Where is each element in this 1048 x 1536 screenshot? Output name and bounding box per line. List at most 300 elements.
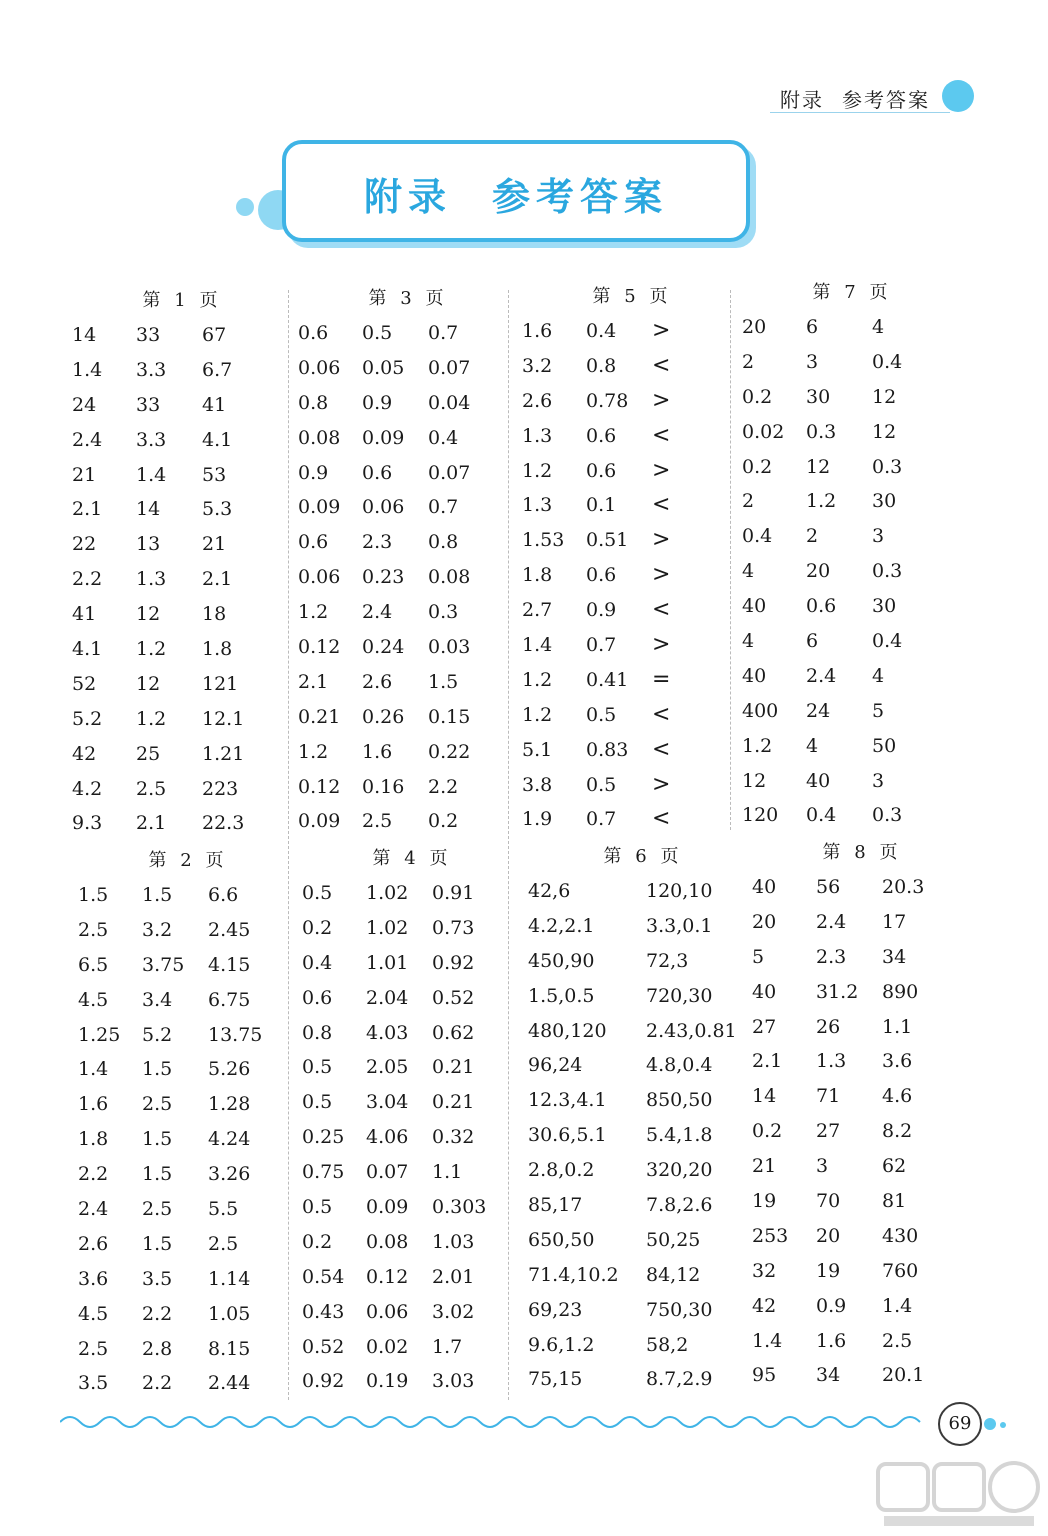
answer-cell: 2.4 (816, 910, 847, 933)
answer-row (522, 314, 742, 349)
answer-row (522, 733, 742, 768)
banner-bubble-small (236, 198, 254, 216)
answer-row (298, 421, 518, 456)
answer-row (78, 1052, 298, 1087)
answer-cell: 0.5 (302, 882, 333, 904)
answer-cell: 3.6 (882, 1050, 913, 1073)
answer-cell: 30 (872, 595, 897, 618)
answer-cell: 0.07 (428, 461, 471, 484)
answer-cell: 4.2 (72, 777, 103, 800)
answer-row (742, 310, 962, 345)
answer-cell: 0.2 (752, 1120, 783, 1143)
answer-cell: 84,12 (646, 1263, 701, 1286)
answer-row (78, 948, 298, 983)
answer-cell: 2.44 (208, 1372, 251, 1395)
answer-cell: 1.02 (366, 882, 409, 904)
answer-cell: 4 (872, 316, 885, 338)
answer-cell: 650,50 (528, 1228, 595, 1251)
answer-cell: 1.2 (522, 668, 553, 691)
answer-row (72, 702, 292, 737)
answer-cell: 0.3 (428, 601, 459, 624)
answer-cell: 4.1 (72, 638, 103, 661)
answer-cell: 0.5 (586, 773, 617, 796)
answer-cell: 1.53 (522, 529, 565, 552)
answer-cell: 96,24 (528, 1054, 583, 1077)
answer-cell: 6.5 (78, 953, 109, 976)
answer-cell: 2.4 (78, 1198, 109, 1221)
answer-cell: 0.83 (586, 738, 629, 761)
answer-cell: 1.7 (432, 1335, 463, 1358)
answer-cell: 400 (742, 699, 779, 722)
answer-cell: 1.4 (752, 1329, 783, 1352)
answer-row (302, 1260, 522, 1295)
answer-cell: 1.05 (208, 1302, 251, 1325)
answer-cell: 1.5 (428, 670, 459, 693)
answer-row (72, 527, 292, 562)
answer-cell: 1.4 (136, 463, 167, 486)
answer-cell: 1.3 (136, 568, 167, 591)
answer-cell: 95 (752, 1364, 777, 1387)
answer-cell: 2.1 (136, 812, 167, 835)
answer-cell: 81 (882, 1190, 907, 1213)
answer-row (72, 597, 292, 632)
answer-cell: 0.4 (742, 525, 773, 548)
block-title: 第 4 页 (372, 848, 452, 869)
answer-row (742, 519, 962, 554)
answer-cell: 3 (816, 1155, 829, 1178)
answer-row (528, 1083, 758, 1118)
answer-row (302, 1050, 522, 1085)
answer-cell: 1.28 (208, 1093, 251, 1116)
answer-cell: 2.05 (366, 1056, 409, 1079)
answer-cell: 0.6 (806, 595, 837, 618)
answer-cell: 0.7 (586, 808, 617, 831)
answer-row (528, 1293, 758, 1328)
answer-row (522, 488, 742, 523)
answer-row (78, 1227, 298, 1262)
answer-row (302, 911, 522, 946)
answer-cell: 1.8 (522, 564, 553, 587)
answer-cell: < (652, 597, 671, 623)
answer-cell: 2.5 (136, 777, 167, 800)
answer-cell: 720,30 (646, 984, 713, 1007)
answer-row (302, 981, 522, 1016)
answer-cell: 3.02 (432, 1300, 475, 1323)
answer-row (742, 694, 962, 729)
answer-cell: 4.8,0.4 (646, 1054, 713, 1077)
running-header (780, 84, 948, 113)
page-number-dot-small (1000, 1422, 1006, 1428)
answer-cell: < (652, 492, 671, 518)
answer-cell: < (652, 352, 671, 378)
answer-row (742, 554, 962, 589)
answer-cell: 2.45 (208, 918, 251, 941)
answers-page-6 (528, 840, 758, 1397)
answer-row (528, 1048, 758, 1083)
answer-row (742, 345, 962, 380)
page-number: 69 (938, 1402, 982, 1446)
answer-cell: 0.05 (362, 356, 405, 379)
answer-cell: 3.2 (522, 354, 553, 377)
answer-cell: 3.3 (136, 428, 167, 451)
answer-row (528, 1362, 758, 1397)
answer-cell: 50,25 (646, 1228, 701, 1251)
answer-cell: 0.7 (586, 634, 617, 657)
answer-cell: 1.3 (522, 494, 553, 517)
answer-row (522, 349, 742, 384)
answer-cell: > (652, 457, 671, 483)
answer-cell: 12.1 (202, 707, 245, 730)
answer-cell: 0.21 (432, 1056, 475, 1079)
page-number-dot (984, 1418, 996, 1430)
answer-row (528, 1153, 758, 1188)
answer-cell: 1.2 (522, 459, 553, 482)
answer-cell: 40 (752, 876, 777, 898)
answer-cell: 0.3 (806, 420, 837, 443)
answer-row (752, 1010, 972, 1045)
answer-row (742, 380, 962, 415)
answer-cell: 0.3 (872, 455, 903, 478)
answer-cell: 0.09 (298, 810, 341, 833)
answer-cell: 50 (872, 734, 897, 757)
answer-cell: 24 (72, 393, 97, 416)
answer-row (528, 944, 758, 979)
answer-cell: 70 (816, 1190, 841, 1213)
answer-cell: 1.01 (366, 951, 409, 974)
answer-row (298, 770, 518, 805)
answer-cell: 0.2 (742, 455, 773, 478)
answer-cell: 0.23 (362, 566, 405, 589)
answer-cell: 320,20 (646, 1159, 713, 1182)
answer-row (72, 492, 292, 527)
answer-cell: 480,120 (528, 1019, 607, 1042)
answer-cell: 41 (202, 393, 227, 416)
answer-cell: 0.5 (302, 1196, 333, 1219)
answer-cell: 120,10 (646, 880, 713, 902)
answer-cell: 0.5 (586, 703, 617, 726)
answer-cell: 1.6 (78, 1093, 109, 1116)
answers-page-8 (752, 836, 972, 1393)
answer-cell: 1.4 (522, 634, 553, 657)
answer-cell: 4 (742, 560, 755, 583)
answer-cell: < (652, 806, 671, 832)
answer-row (522, 698, 742, 733)
answer-row (528, 979, 758, 1014)
answer-row (72, 772, 292, 807)
answer-cell: 253 (752, 1224, 789, 1247)
answer-row (72, 632, 292, 667)
answer-cell: 0.26 (362, 705, 405, 728)
answer-cell: 2.7 (522, 599, 553, 622)
answer-cell: 4.2,2.1 (528, 914, 595, 937)
answer-cell: 34 (816, 1364, 841, 1387)
answer-cell: 0.9 (362, 391, 393, 414)
answer-cell: 1.1 (882, 1015, 913, 1038)
answer-row (78, 1366, 298, 1401)
block-title: 第 1 页 (142, 290, 222, 311)
answer-cell: 0.78 (586, 389, 629, 412)
answer-cell: 0.4 (428, 426, 459, 449)
answer-row (302, 1016, 522, 1051)
answer-row (72, 806, 292, 841)
answer-cell: 0.19 (366, 1370, 409, 1393)
answer-cell: 22.3 (202, 812, 245, 835)
answer-row (742, 415, 962, 450)
answer-cell: 0.92 (432, 951, 475, 974)
answer-cell: 3.3,0.1 (646, 914, 713, 937)
answer-cell: 0.4 (586, 320, 617, 342)
answer-cell: 12 (806, 455, 831, 478)
answer-cell: 0.5 (302, 1091, 333, 1114)
answer-cell: 40 (806, 769, 831, 792)
answer-cell: 40 (752, 980, 777, 1003)
answer-cell: 4.6 (882, 1085, 913, 1108)
answer-cell: 72,3 (646, 949, 689, 972)
answer-cell: 6.7 (202, 358, 233, 381)
answer-cell: 2.8,0.2 (528, 1159, 595, 1182)
answer-row (298, 804, 518, 839)
answer-cell: 0.08 (428, 566, 471, 589)
answer-cell: 2.1 (298, 670, 329, 693)
answer-cell: < (652, 736, 671, 762)
answer-cell: 13.75 (208, 1023, 263, 1046)
answer-cell: 0.32 (432, 1126, 475, 1149)
answer-cell: 1.2 (298, 740, 329, 763)
answer-row (78, 1297, 298, 1332)
answer-cell: 0.4 (806, 804, 837, 827)
answer-cell: 0.62 (432, 1021, 475, 1044)
answer-cell: 760 (882, 1259, 919, 1282)
answer-cell: 1.2 (742, 734, 773, 757)
answer-cell: 0.24 (362, 636, 405, 659)
answer-cell: 1.5 (142, 1128, 173, 1151)
answer-cell: 0.54 (302, 1265, 345, 1288)
answer-cell: 14 (72, 324, 97, 346)
answer-cell: 1.14 (208, 1267, 251, 1290)
answer-cell: 3 (872, 525, 885, 548)
answer-row (298, 386, 518, 421)
answer-cell: 0.06 (298, 356, 341, 379)
header-underline (770, 112, 950, 113)
answer-cell: 52 (72, 672, 97, 695)
answer-cell: 8.7,2.9 (646, 1368, 713, 1391)
answer-row (752, 1149, 972, 1184)
answer-cell: 8.15 (208, 1337, 251, 1360)
answer-cell: 25 (136, 742, 161, 765)
answer-cell: 2 (742, 350, 755, 373)
answer-cell: 0.4 (872, 350, 903, 373)
answer-cell: 5.2 (72, 707, 103, 730)
answer-row (752, 1358, 972, 1393)
answer-cell: 71.4,10.2 (528, 1263, 619, 1286)
answer-cell: 0.21 (432, 1091, 475, 1114)
answer-cell: 0.21 (298, 705, 341, 728)
answer-cell: 56 (816, 876, 841, 898)
answer-cell: 17 (882, 910, 907, 933)
answers-page-3 (298, 282, 518, 839)
answer-cell: 4.03 (366, 1021, 409, 1044)
answer-cell: 0.43 (302, 1300, 345, 1323)
answer-cell: > (652, 632, 671, 658)
answer-row (742, 798, 962, 833)
answer-cell: 6.75 (208, 988, 251, 1011)
answer-cell: 0.6 (298, 531, 329, 554)
answer-cell: 1.6 (816, 1329, 847, 1352)
answer-cell: 1.02 (366, 916, 409, 939)
answer-cell: 21 (202, 533, 227, 556)
answer-cell: > (652, 527, 671, 553)
answer-row (522, 454, 742, 489)
answer-row (302, 946, 522, 981)
answer-cell: 4.5 (78, 988, 109, 1011)
answer-cell: 2.2 (78, 1163, 109, 1186)
answer-cell: 69,23 (528, 1298, 583, 1321)
answer-cell: 0.22 (428, 740, 471, 763)
answer-cell: 2.8 (142, 1337, 173, 1360)
answer-cell: 3.3 (136, 358, 167, 381)
answer-cell: 20 (752, 910, 777, 933)
answer-cell: 42,6 (528, 880, 571, 902)
answer-cell: 41 (72, 603, 97, 626)
answer-cell: 2.1 (752, 1050, 783, 1073)
answer-row (752, 940, 972, 975)
answer-cell: 1.4 (72, 358, 103, 381)
answer-row (522, 593, 742, 628)
answer-row (78, 1262, 298, 1297)
answer-row (298, 456, 518, 491)
answer-cell: 2.6 (78, 1232, 109, 1255)
answer-row (78, 1018, 298, 1053)
answer-cell: 6.6 (208, 884, 239, 906)
answer-cell: 30 (806, 385, 831, 408)
answer-cell: 0.07 (428, 356, 471, 379)
answer-cell: 2.1 (202, 568, 233, 591)
answer-cell: 1.2 (136, 707, 167, 730)
answer-row (298, 560, 518, 595)
answer-cell: 1.5 (142, 1058, 173, 1081)
answer-cell: 1.9 (522, 808, 553, 831)
answer-row (78, 1192, 298, 1227)
answer-cell: 5.26 (208, 1058, 251, 1081)
header-circle-decoration (942, 80, 974, 112)
answer-cell: 3 (872, 769, 885, 792)
answer-cell: 0.09 (362, 426, 405, 449)
answer-cell: 20 (816, 1224, 841, 1247)
answer-cell: 58,2 (646, 1333, 689, 1356)
answer-row (302, 1364, 522, 1399)
answer-cell: 3.04 (366, 1091, 409, 1114)
answer-cell: 12 (742, 769, 767, 792)
answer-cell: 4 (806, 734, 819, 757)
answer-cell: 12 (872, 420, 897, 443)
footer-wave-decoration (60, 1410, 930, 1434)
answer-cell: > (652, 387, 671, 413)
answer-cell: 5.3 (202, 498, 233, 521)
answer-cell: 1.5 (142, 1163, 173, 1186)
answer-cell: 0.12 (298, 775, 341, 798)
answer-cell: 19 (816, 1259, 841, 1282)
answer-cell: 0.09 (366, 1196, 409, 1219)
answer-cell: 0.41 (586, 668, 629, 691)
answer-cell: 22 (72, 533, 97, 556)
answer-cell: 850,50 (646, 1089, 713, 1112)
answer-cell: 0.8 (302, 1021, 333, 1044)
answer-cell: 1.6 (522, 320, 553, 342)
answer-cell: 0.6 (298, 322, 329, 344)
answer-cell: 4.1 (202, 428, 233, 451)
answer-cell: 0.8 (298, 391, 329, 414)
answer-cell: 1.2 (298, 601, 329, 624)
answer-cell: 2.1 (72, 498, 103, 521)
answer-row (522, 419, 742, 454)
answer-cell: 0.7 (428, 496, 459, 519)
answer-row (72, 318, 292, 353)
answer-cell: 30 (872, 490, 897, 513)
answer-cell: 750,30 (646, 1298, 713, 1321)
answer-row (522, 663, 742, 698)
answer-row (72, 388, 292, 423)
answer-cell: 7.8,2.6 (646, 1194, 713, 1217)
answer-cell: 1.21 (202, 742, 245, 765)
answer-cell: 2.5 (142, 1198, 173, 1221)
answer-cell: 24 (806, 699, 831, 722)
answer-cell: 121 (202, 672, 239, 695)
answer-row (298, 595, 518, 630)
answer-cell: 0.9 (586, 599, 617, 622)
answer-cell: 1.2 (136, 638, 167, 661)
answer-row (302, 1295, 522, 1330)
answer-cell: 0.9 (298, 461, 329, 484)
answer-row (78, 1087, 298, 1122)
answer-row (528, 1014, 758, 1049)
answer-cell: 3.4 (142, 988, 173, 1011)
answer-cell: 1.2 (522, 703, 553, 726)
block-title: 第 5 页 (592, 286, 672, 307)
answer-cell: 27 (752, 1015, 777, 1038)
answer-row (72, 458, 292, 493)
answer-cell: 0.2 (428, 810, 459, 833)
answer-row (72, 353, 292, 388)
answer-cell: 0.06 (366, 1300, 409, 1323)
answers-page-7 (742, 276, 962, 833)
answer-cell: 1.4 (882, 1294, 913, 1317)
answer-cell: 2.2 (72, 568, 103, 591)
answer-cell: 6 (806, 316, 819, 338)
answer-row (298, 700, 518, 735)
answer-cell: 1.1 (432, 1161, 463, 1184)
answer-cell: 3.8 (522, 773, 553, 796)
answer-cell: 0.2 (302, 1230, 333, 1253)
block-title: 第 6 页 (603, 846, 683, 867)
answer-row (742, 484, 962, 519)
answer-row (302, 1085, 522, 1120)
watermark-logo (874, 1460, 1044, 1530)
answer-cell: 0.6 (362, 461, 393, 484)
answer-cell: 0.92 (302, 1370, 345, 1393)
answer-cell: 0.9 (816, 1294, 847, 1317)
answer-cell: 2.04 (366, 986, 409, 1009)
answer-cell: = (652, 666, 671, 692)
answer-cell: 0.09 (298, 496, 341, 519)
answer-cell: 890 (882, 980, 919, 1003)
answer-row (528, 909, 758, 944)
answer-cell: 1.5 (78, 884, 109, 906)
answer-row (752, 1254, 972, 1289)
answer-cell: 2.6 (362, 670, 393, 693)
answer-row (298, 665, 518, 700)
block-title: 第 8 页 (822, 842, 902, 863)
answer-cell: 2.43,0.81 (646, 1019, 737, 1042)
